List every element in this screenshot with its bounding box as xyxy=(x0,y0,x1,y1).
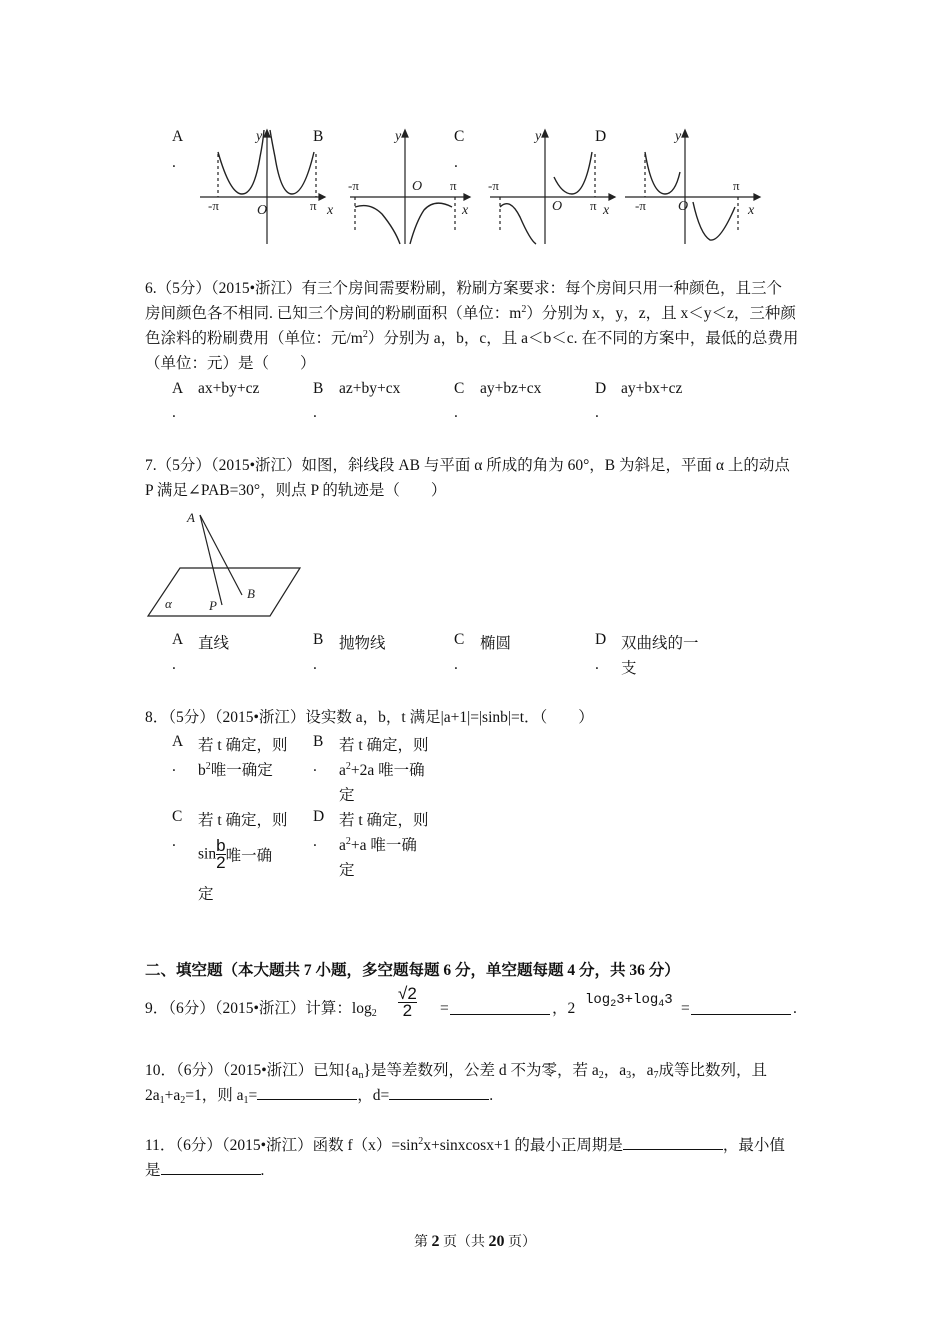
q10-answer-blank-2[interactable] xyxy=(389,1085,489,1100)
page-number: 2 xyxy=(431,1233,440,1250)
q6-line-2: 房间颜色各不相同. 已知三个房间的粉刷面积（单位：$m^2$）分别为 x，y，z，且 x＜y＜z，三种颜 xyxy=(145,304,796,322)
graph-c-neg-pi: -π xyxy=(488,178,499,193)
q6-line-1: 6.（5分）（2015•浙江）有三个房间需要粉刷，粉刷方案要求：每个房间只用一种颜色，且三个 xyxy=(145,280,783,297)
section-2-title: 二、填空题（本大题共 7 小题，多空题每题 6 分，单空题每题 4 分，共 36 分） xyxy=(145,962,680,979)
q9-answer-blank-2[interactable] xyxy=(691,1000,791,1015)
q7-plane-alpha: α xyxy=(165,596,172,611)
q11-answer-blank-1[interactable] xyxy=(623,1135,723,1150)
q11-line-2: 是 . xyxy=(145,1162,265,1179)
q5-option-a-letter: A xyxy=(172,128,184,145)
q5-graphs-figure xyxy=(190,122,770,250)
q5-option-b-letter: B xyxy=(313,128,324,145)
graph-c-y-label: y xyxy=(535,129,542,144)
graph-b-x-label: x xyxy=(462,203,469,218)
graph-a-pi: π xyxy=(310,198,317,213)
q7-point-b: B xyxy=(247,586,255,601)
graph-c-pi: π xyxy=(590,198,597,213)
graph-c-origin: O xyxy=(552,199,563,214)
q11-line-1: 11．（6分）（2015•浙江）函数 $f(x)=\sin^2x+sinxcosx+1$ 的最小正周期是 ，最小值 xyxy=(145,1136,785,1154)
q5-option-c-letter: C xyxy=(454,128,465,145)
q7-line-1: 7.（5分）（2015•浙江）如图，斜线段 AB 与平面 α 所成的角为 60°，B 为斜足，平面 α 上的动点 xyxy=(145,457,790,474)
graph-b-y-label: y xyxy=(395,129,402,144)
q9-exponent: $\log_23+\log_43$ xyxy=(585,992,673,1010)
q7-plane-figure xyxy=(140,508,310,623)
q7-point-a: A xyxy=(187,510,195,525)
q9-answer-blank-1[interactable] xyxy=(450,1000,550,1015)
q10-line-2: $2a_1+a_2=1$，则 $a_1=$ ，d= . xyxy=(145,1087,494,1106)
q8-line-1: 8．（5分）（2015•浙江）设实数 a，b，t 满足|a+1|=|sinb|=t．（ ） xyxy=(145,709,594,726)
graph-d-pi: π xyxy=(733,178,740,193)
graph-d-x-label: x xyxy=(748,203,755,218)
q7-line-2: P 满足∠PAB=30°，则点 P 的轨迹是（ ） xyxy=(145,482,447,499)
graph-a-y-label: y xyxy=(256,129,263,144)
graph-a-neg-pi: -π xyxy=(208,198,219,213)
graph-b-origin: O xyxy=(412,179,423,194)
q8-c-formula: sin $\frac{b}{2}$ 唯一确 xyxy=(198,836,273,872)
graph-c-x-label: x xyxy=(603,203,610,218)
q6-line-4: （单位：元）是（ ） xyxy=(145,355,316,372)
q5-option-d-letter: D xyxy=(595,128,607,145)
q11-answer-blank-2[interactable] xyxy=(161,1160,261,1175)
q10-line-1: 10．（6分）（2015•浙江）已知$\{a_n\}$是等差数列，公差 d 不为零，若 $a_2$，$a_3$，$a_7$成等比数列，且 xyxy=(145,1062,767,1081)
graph-d-neg-pi: -π xyxy=(635,198,646,213)
graph-a-origin: O xyxy=(257,203,268,218)
q10-answer-blank-1[interactable] xyxy=(257,1085,357,1100)
graph-a-x-label: x xyxy=(327,203,334,218)
graph-d-origin: O xyxy=(678,199,689,214)
q6-line-3: 色涂料的粉刷费用（单位：元$/m^2$）分别为 a，b，c，且 a＜b＜c. 在不同的方案中，最低的总费用 xyxy=(145,329,799,347)
q7-point-p: P xyxy=(209,598,217,613)
q5-option-c-dot: . xyxy=(454,154,458,171)
graph-d-y-label: y xyxy=(675,129,682,144)
graph-b-neg-pi: -π xyxy=(348,178,359,193)
page-footer: 第 2 页（共 20 页） xyxy=(414,1233,536,1250)
q9-fraction: $\frac{√2}{2}$ xyxy=(398,984,417,1020)
graph-b-pi: π xyxy=(450,178,457,193)
question-9: 9．（6分）（2015•浙江）计算：$\log_2$ $\frac{√2}{2}$ = ，2 $\log_23+\log_43$ = . xyxy=(145,984,797,1020)
q5-option-a-dot: . xyxy=(172,154,176,171)
page-total: 20 xyxy=(488,1233,505,1250)
